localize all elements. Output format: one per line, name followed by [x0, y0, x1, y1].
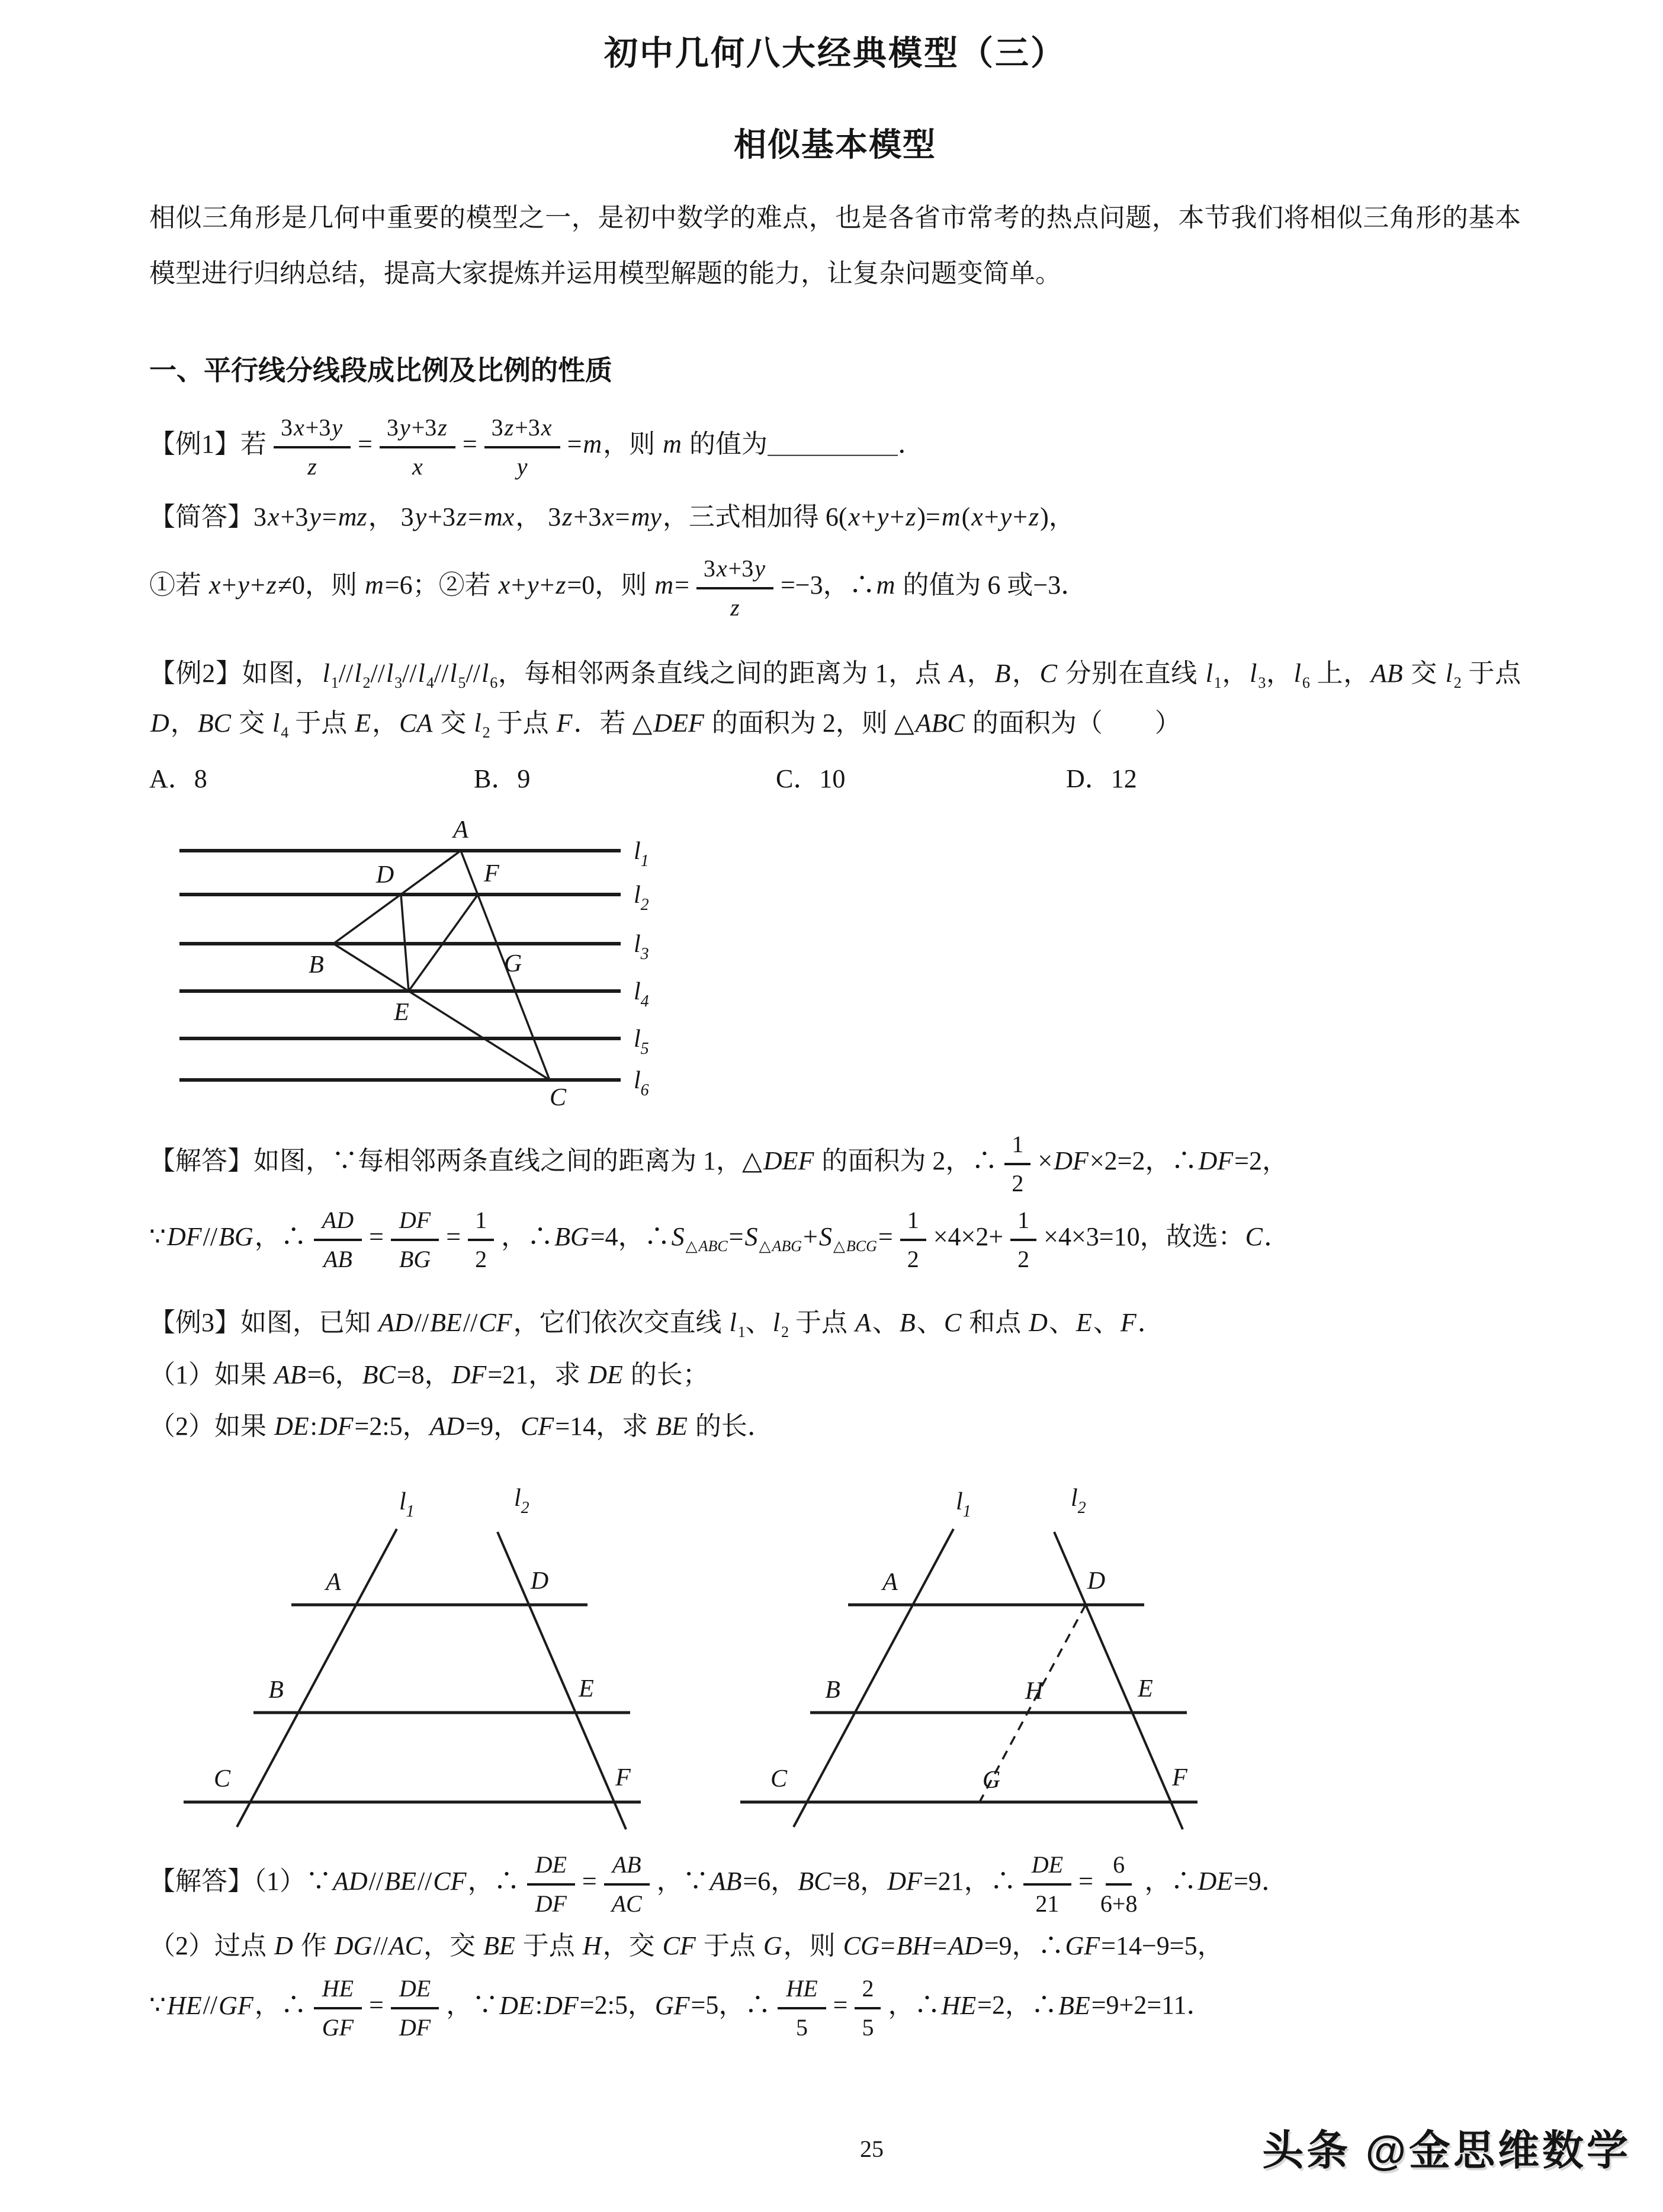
- fig2-label-F: F: [615, 1764, 631, 1791]
- example1-problem: 【例1】若 $\frac{3x+3y}{z}$ = $\frac{3y+3z}{x}$ = $\frac{3z+3x}{y}$ =m，则 m 的值为＿＿＿＿＿．: [149, 414, 924, 480]
- fraction: $\frac{DE}{DF}$: [527, 1850, 575, 1918]
- fig3-label-l2: $l_2$: [1071, 1484, 1086, 1517]
- fraction: $\frac{1}{2}$: [468, 1206, 494, 1273]
- fig2-label-E: E: [579, 1675, 594, 1703]
- fig3-label-A: A: [882, 1568, 898, 1596]
- subscripted-symbol: $S_{\triangle BCG}$: [818, 1222, 877, 1255]
- subscripted-symbol: $l_5$: [450, 658, 466, 691]
- fig1-label-l6: $l_6$: [634, 1067, 649, 1100]
- example2-option-b: B．9: [474, 764, 531, 794]
- page-content: [149, 0, 1521, 2044]
- subscripted-symbol: $l_1$: [729, 1308, 746, 1341]
- fraction: $\frac{1}{2}$: [1004, 1130, 1030, 1197]
- subscripted-symbol: $S_{\triangle ABC}$: [671, 1222, 728, 1255]
- example2-problem: 【例2】如图，$l_1//l_2//l_3//l_4//l_5//l_6$，每相邻两条直线之间的距离为 1，点 A，B，C 分别在直线 $l_1$，$l_3$，$l_6$ 上，AB 交 $l_2$ 于点 D，BC 交 $l_4$ 于点 E，CA 交 $l_2$ 于点 F．若 △DEF 的面积为 2，则 △ABC 的面积为（ ）: [149, 658, 1521, 741]
- fig3-line-l2: [1054, 1532, 1183, 1829]
- fig1-label-l3: $l_3$: [634, 931, 649, 964]
- example3-figure-left: [167, 1467, 653, 1837]
- fraction: $\frac{3y+3z}{x}$: [380, 413, 455, 480]
- fig1-label-l5: $l_5$: [634, 1025, 649, 1059]
- subscripted-symbol: $l_2$: [772, 1308, 789, 1341]
- subscripted-symbol: $l_6$: [481, 658, 498, 691]
- example1-answer-line2: ①若 x+y+z≠0，则 m=6；②若 x+y+z=0，则 m= $\frac{3x+3y}{z}$ =−3，∴m 的值为 6 或−3．: [149, 554, 1087, 621]
- example3-solution-line1: 【解答】（1）∵AD//BE//CF，∴ $\frac{DE}{DF}$ = $\frac{AB}{AC}$ ，∵AB=6，BC=8，DF=21，∴ $\frac{DE}{21}$ = $\frac{6}{6+8}$ ，∴DE=9．: [149, 1851, 1288, 1917]
- fraction: $\frac{3x+3y}{z}$: [696, 554, 773, 621]
- subscripted-symbol: $l_4$: [272, 708, 289, 741]
- fraction: $\frac{1}{2}$: [1010, 1206, 1036, 1273]
- fig2-label-l1: $l_1$: [399, 1488, 415, 1521]
- fraction: $\frac{DF}{BG}$: [391, 1206, 439, 1273]
- fig1-parallel-lines: [179, 851, 621, 1080]
- fraction: $\frac{DE}{21}$: [1023, 1850, 1071, 1918]
- fig2-label-l2: $l_2$: [514, 1484, 529, 1517]
- subscripted-symbol: $l_1$: [1205, 658, 1222, 691]
- subscripted-symbol: $l_1$: [322, 658, 339, 691]
- fig3-label-E: E: [1138, 1675, 1153, 1703]
- example2-option-c: C．10: [776, 764, 846, 794]
- fig2-label-A: A: [326, 1568, 341, 1596]
- fig1-label-l4: $l_4$: [634, 978, 649, 1011]
- watermark: 头条 @金思维数学: [1262, 2127, 1631, 2173]
- fig3-label-G: G: [982, 1766, 1001, 1794]
- subscripted-symbol: $l_3$: [386, 658, 403, 691]
- fraction: $\frac{DE}{DF}$: [391, 1974, 439, 2041]
- example2-options: [149, 757, 1521, 795]
- fig3-label-H: H: [1025, 1677, 1044, 1705]
- example3-figure-right: [724, 1467, 1209, 1837]
- intro-paragraph: 相似三角形是几何中重要的模型之一，是初中数学的难点，也是各省市常考的热点问题，本节我们将相似三角形的基本模型进行归纳总结，提高大家提炼并运用模型解题的能力，让复杂问题变简单。: [149, 203, 1521, 288]
- fig1-label-E: E: [394, 999, 409, 1027]
- fig1-label-G: G: [503, 950, 522, 978]
- fraction: $\frac{HE}{5}$: [778, 1974, 826, 2041]
- example1-answer-line1: 【简答】3x+3y=mz， 3y+3z=mx， 3z+3x=my，三式相加得 6(x+y+z)=m(x+y+z)，: [149, 502, 1075, 532]
- fig3-line-l1: [794, 1529, 954, 1827]
- fig2-line-l1: [237, 1529, 397, 1827]
- fraction: $\frac{2}{5}$: [855, 1974, 881, 2041]
- fig3-label-l1: $l_1$: [956, 1488, 971, 1521]
- example3-figures: [167, 1467, 1521, 1837]
- example2-option-d: D．12: [1066, 764, 1137, 794]
- example2-option-a: A．8: [149, 764, 207, 794]
- subscripted-symbol: $l_4$: [418, 658, 434, 691]
- page-title: 初中几何八大经典模型（三）: [604, 34, 1066, 72]
- example3-figure-right-svg: [724, 1467, 1209, 1834]
- example2-figure: [165, 810, 1521, 1110]
- fraction: $\frac{HE}{GF}$: [314, 1974, 362, 2041]
- fig1-segment-AB: [333, 851, 461, 944]
- fig2-label-B: B: [268, 1676, 284, 1704]
- subscripted-symbol: $l_2$: [1445, 658, 1462, 691]
- fig1-label-l1: $l_1$: [634, 838, 649, 871]
- fig1-label-A: A: [453, 816, 468, 844]
- fig3-label-F: F: [1172, 1764, 1187, 1791]
- fig2-label-C: C: [213, 1765, 231, 1793]
- fraction: $\frac{3z+3x}{y}$: [484, 413, 560, 480]
- example3-part1: （1）如果 AB=6，BC=8，DF=21，求 DE 的长；: [149, 1360, 709, 1389]
- example3-solution-line2: （2）过点 D 作 DG//AC，交 BE 于点 H，交 CF 于点 G，则 CG=BH=AD=9，∴GF=14−9=5，: [149, 1931, 1224, 1960]
- fig3-label-D: D: [1087, 1567, 1106, 1595]
- example3-part2: （2）如果 DE:DF=2:5，AD=9，CF=14，求 BE 的长．: [149, 1412, 773, 1441]
- fig1-label-C: C: [549, 1084, 567, 1107]
- fraction: $\frac{AD}{AB}$: [314, 1206, 362, 1273]
- fig1-label-B: B: [309, 951, 324, 979]
- page-subtitle: 相似基本模型: [733, 126, 936, 163]
- example3-figure-left-svg: [167, 1467, 653, 1834]
- subscripted-symbol: $S_{\triangle ABG}$: [744, 1222, 802, 1255]
- subscripted-symbol: $l_6$: [1293, 658, 1310, 691]
- example2-solution-line1: 【解答】如图，∵每相邻两条直线之间的距离为 1，△DEF 的面积为 2，∴ $\frac{1}{2}$ ×DF×2=2，∴DF=2，: [149, 1131, 1288, 1197]
- example2-solution-line2: ∵DF//BG，∴ $\frac{AD}{AB}$ = $\frac{DF}{BG}$ = $\frac{1}{2}$ ，∴BG=4，$\therefore S_{\triangle ABC}=S_{\triangle ABG}+S_{\triangle BCG}=$ $\frac{1}{2}$ ×4×2+ $\frac{1}{2}$ ×4×3=10，故选：C．: [149, 1207, 1290, 1273]
- fraction: $\frac{3x+3y}{z}$: [274, 413, 351, 480]
- page-number: 25: [860, 2136, 884, 2162]
- fig2-line-l2: [497, 1532, 626, 1829]
- fraction: $\frac{AB}{AC}$: [604, 1850, 650, 1918]
- fig1-label-l2: $l_2$: [634, 881, 649, 915]
- fig1-label-D: D: [375, 861, 394, 889]
- example3-solution-line3: ∵HE//GF，∴ $\frac{HE}{GF}$ = $\frac{DE}{DF}$ ，∵DE:DF=2:5，GF=5，∴ $\frac{HE}{5}$ = $\frac{2}{5}$ ，∴HE=2，∴BE=9+2=11．: [149, 1975, 1213, 2041]
- fraction: $\frac{1}{2}$: [900, 1206, 926, 1273]
- fig3-label-B: B: [825, 1676, 840, 1704]
- example3-problem: 【例3】如图，已知 AD//BE//CF，它们依次交直线 $l_1$、$l_2$ 于点 A、B、C 和点 D、E、F．: [149, 1308, 1164, 1341]
- fraction: $\frac{6}{6+8}$: [1100, 1851, 1138, 1917]
- fig1-label-F: F: [484, 860, 499, 888]
- subscripted-symbol: $l_3$: [1250, 658, 1266, 691]
- fig2-label-D: D: [530, 1567, 549, 1595]
- subscripted-symbol: $l_2$: [354, 658, 371, 691]
- subscripted-symbol: $l_2$: [474, 708, 490, 741]
- fig3-label-C: C: [770, 1765, 788, 1793]
- fig2-transversals: [237, 1529, 626, 1829]
- section-1-heading: 一、平行线分线段成比例及比例的性质: [149, 355, 612, 386]
- example2-figure-svg: [165, 810, 698, 1107]
